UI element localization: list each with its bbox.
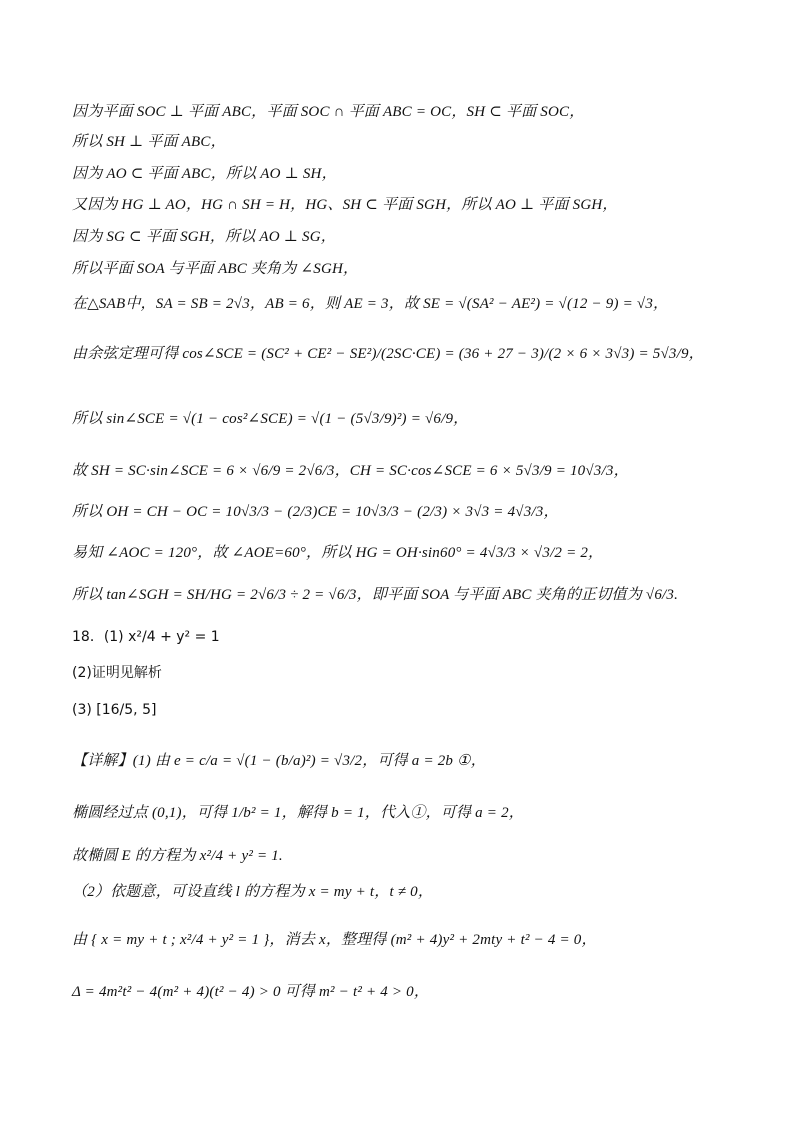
line-12: 易知 ∠AOC = 120°，故 ∠AOE=60°，所以 HG = OH·sin60° = 4√3/3 × √3/2 = 2， — [72, 545, 604, 561]
line-7: 在△SAB中，SA = SB = 2√3，AB = 6，则 AE = 3，故 SE = √(SA² − AE²) = √(12 − 9) = √3， — [72, 296, 669, 312]
line-9: 所以 sin∠SCE = √(1 − cos²∠SCE) = √(1 − (5√3/9)²) = √6/9， — [72, 411, 469, 427]
line-3: 因为 AO ⊂ 平面 ABC，所以 AO ⊥ SH， — [72, 166, 337, 182]
line-17: 【详解】(1) 由 e = c/a = √(1 − (b/a)²) = √3/2，可得 a = 2b ①， — [72, 753, 486, 769]
line-14: 18．(1) x²/4 + y² = 1 — [72, 629, 220, 645]
line-20: （2）依题意，可设直线 l 的方程为 x = my + t，t ≠ 0， — [72, 884, 434, 900]
line-10: 故 SH = SC·sin∠SCE = 6 × √6/9 = 2√6/3，CH = SC·cos∠SCE = 6 × 5√3/9 = 10√3/3， — [72, 463, 629, 479]
line-2: 所以 SH ⊥ 平面 ABC， — [72, 134, 226, 150]
line-21: 由 { x = my + t ; x²/4 + y² = 1 }，消去 x，整理得 (m² + 4)y² + 2mty + t² − 4 = 0， — [72, 932, 597, 948]
line-13: 所以 tan∠SGH = SH/HG = 2√6/3 ÷ 2 = √6/3，即平面 SOA 与平面 ABC 夹角的正切值为 √6/3. — [72, 587, 679, 603]
line-11: 所以 OH = CH − OC = 10√3/3 − (2/3)CE = 10√3/3 − (2/3) × 3√3 = 4√3/3， — [72, 504, 559, 520]
line-8: 由余弦定理可得 cos∠SCE = (SC² + CE² − SE²)/(2SC·CE) = (36 + 27 − 3)/(2 × 6 × 3√3) = 5√3/9， — [72, 346, 704, 362]
line-15: (2)证明见解析 — [72, 665, 162, 681]
line-16: (3) [16/5, 5] — [72, 702, 157, 718]
line-4: 又因为 HG ⊥ AO，HG ∩ SH = H，HG、SH ⊂ 平面 SGH，所以 AO ⊥ 平面 SGH， — [72, 197, 618, 213]
line-1: 因为平面 SOC ⊥ 平面 ABC，平面 SOC ∩ 平面 ABC = OC，SH ⊂ 平面 SOC， — [72, 104, 585, 120]
line-18: 椭圆经过点 (0,1)，可得 1/b² = 1，解得 b = 1，代入①，可得 a = 2， — [72, 805, 524, 821]
line-6: 所以平面 SOA 与平面 ABC 夹角为 ∠SGH， — [72, 261, 359, 277]
line-22: Δ = 4m²t² − 4(m² + 4)(t² − 4) > 0 可得 m² − t² + 4 > 0， — [72, 984, 430, 1000]
line-19: 故椭圆 E 的方程为 x²/4 + y² = 1. — [72, 848, 283, 864]
line-5: 因为 SG ⊂ 平面 SGH，所以 AO ⊥ SG， — [72, 229, 336, 245]
